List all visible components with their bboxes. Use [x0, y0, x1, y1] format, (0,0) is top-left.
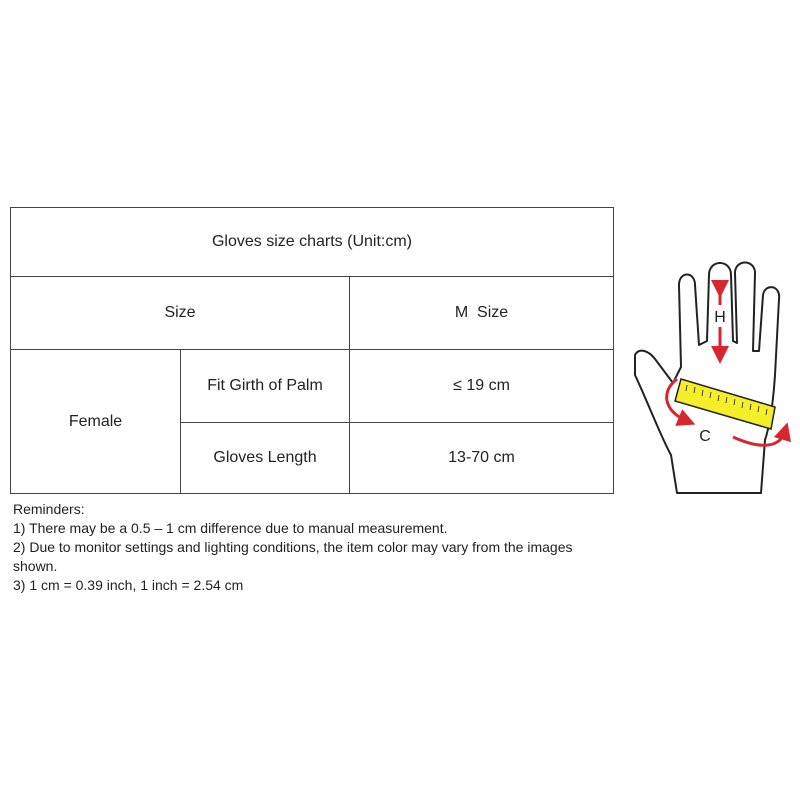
- palm-girth-label: Fit Girth of Palm: [207, 377, 323, 394]
- circumference-label: C: [699, 428, 711, 445]
- hand-measurement-diagram: [625, 255, 800, 500]
- reminders: [13, 500, 613, 595]
- reminders-heading: Reminders:: [13, 501, 85, 517]
- size-header: Size: [164, 304, 196, 321]
- reminder-item: 1) There may be a 0.5 – 1 cm difference due to manual measurement.: [13, 520, 448, 536]
- table-title: Gloves size charts (Unit:cm): [211, 233, 413, 250]
- reminder-item: 3) 1 cm = 0.39 inch, 1 inch = 2.54 cm: [13, 577, 244, 593]
- size-chart-table: [10, 207, 614, 494]
- height-label: H: [714, 309, 726, 326]
- gender-cell: Female: [68, 412, 123, 430]
- size-value: M Size: [454, 304, 509, 321]
- gloves-length-label: Gloves Length: [213, 449, 317, 466]
- reminder-item: 2) Due to monitor settings and lighting conditions, the item color may vary from the images shown.: [13, 539, 573, 574]
- palm-girth-value: ≤ 19 cm: [453, 377, 510, 394]
- hand-outline: [635, 263, 779, 494]
- gloves-length-value: 13-70 cm: [448, 449, 515, 466]
